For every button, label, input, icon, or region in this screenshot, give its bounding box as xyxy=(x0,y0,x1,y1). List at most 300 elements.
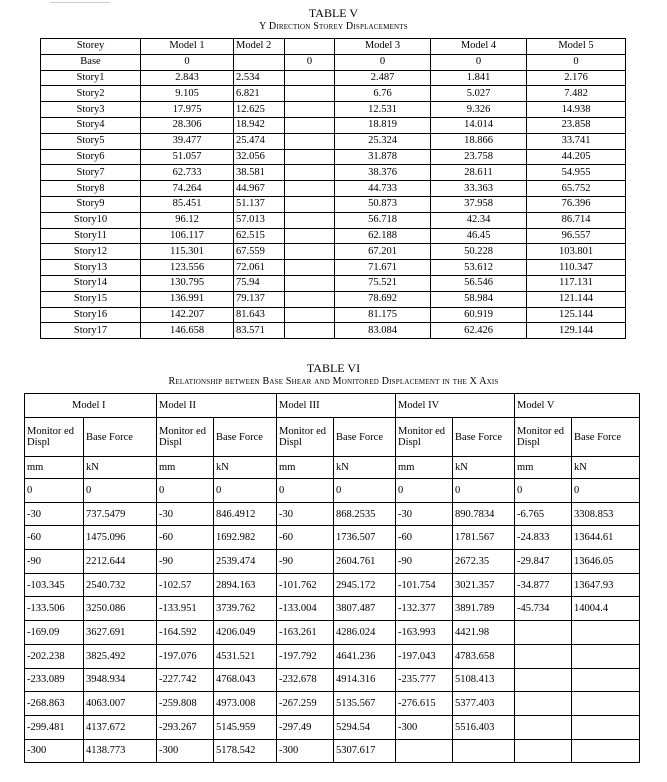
table5-cell: 14.938 xyxy=(527,102,626,118)
table-row xyxy=(25,597,640,621)
table6-unit-displ: mm xyxy=(515,457,572,479)
table5-cell xyxy=(285,196,335,212)
table5-cell: 129.144 xyxy=(527,323,626,339)
table6-cell: 2540.732 xyxy=(84,573,157,597)
table5-cell: 39.477 xyxy=(141,133,234,149)
table5-header-cell: Model 4 xyxy=(431,39,527,55)
table6-cell: -197.792 xyxy=(277,644,334,668)
table6-subtitle: Relationship between Base Shear and Monitored Displacement in the X Axis xyxy=(168,376,499,387)
table-row xyxy=(41,149,626,165)
table6-column-row xyxy=(25,418,640,457)
table6-unit-force: kN xyxy=(334,457,396,479)
table6-cell: 5516.403 xyxy=(453,715,515,739)
table5-cell xyxy=(285,323,335,339)
table6-cell: 2539.474 xyxy=(214,550,277,574)
table5-cell: 62.733 xyxy=(141,165,234,181)
table5-cell: 62.188 xyxy=(335,228,431,244)
table5-header-cell xyxy=(285,39,335,55)
table5-cell: 51.137 xyxy=(234,196,285,212)
table6-cell: -232.678 xyxy=(277,668,334,692)
table6-cell: 4421.98 xyxy=(453,621,515,645)
table6-cell: 13644.61 xyxy=(572,526,640,550)
table-row xyxy=(25,644,640,668)
table6-cell: 5307.617 xyxy=(334,739,396,763)
table6-cell: 4286.024 xyxy=(334,621,396,645)
table6-cell: 1475.096 xyxy=(84,526,157,550)
table5-cell xyxy=(285,181,335,197)
table6-unit-row xyxy=(25,457,640,479)
table6-cell: -30 xyxy=(277,502,334,526)
table6-model-header: Model III xyxy=(277,394,396,418)
table5-cell xyxy=(285,117,335,133)
table6-displ-header: Monitor ed Displ xyxy=(25,418,84,457)
table5-cell: 130.795 xyxy=(141,275,234,291)
table5-cell: 44.733 xyxy=(335,181,431,197)
table6-cell xyxy=(572,668,640,692)
table5-cell: 0 xyxy=(141,54,234,70)
table5-cell: 28.611 xyxy=(431,165,527,181)
table-row xyxy=(41,165,626,181)
table6-cell: 4973.008 xyxy=(214,692,277,716)
table6-cell: 1692.982 xyxy=(214,526,277,550)
table5-cell: 0 xyxy=(431,54,527,70)
table6-cell: -30 xyxy=(157,502,214,526)
table6-model-header: Model IV xyxy=(396,394,515,418)
table-row xyxy=(41,323,626,339)
table-row xyxy=(41,70,626,86)
table6-cell: -60 xyxy=(396,526,453,550)
table6-cell: -34.877 xyxy=(515,573,572,597)
table6-unit-force: kN xyxy=(572,457,640,479)
table5-cell: Story2 xyxy=(41,86,141,102)
table6-cell: 4531.521 xyxy=(214,644,277,668)
table5-cell: Story7 xyxy=(41,165,141,181)
table6-cell: 0 xyxy=(25,479,84,503)
table6-cell: 0 xyxy=(572,479,640,503)
table5-cell xyxy=(285,86,335,102)
table6-cell: -103.345 xyxy=(25,573,84,597)
table5-cell: Story16 xyxy=(41,307,141,323)
table-row xyxy=(41,275,626,291)
table6-cell: 13647.93 xyxy=(572,573,640,597)
table5-cell: 14.014 xyxy=(431,117,527,133)
table5-cell: 2.534 xyxy=(234,70,285,86)
table6-unit-displ: mm xyxy=(157,457,214,479)
table5-cell: 51.057 xyxy=(141,149,234,165)
table5-cell: Story11 xyxy=(41,228,141,244)
table5-cell: Story10 xyxy=(41,212,141,228)
table6-cell: 0 xyxy=(515,479,572,503)
table6-force-header: Base Force xyxy=(214,418,277,457)
table-row xyxy=(41,181,626,197)
table5-cell: 96.557 xyxy=(527,228,626,244)
table6-cell: 890.7834 xyxy=(453,502,515,526)
table6-model-header: Model V xyxy=(515,394,640,418)
table6-cell: 0 xyxy=(157,479,214,503)
table5-subtitle: Y Direction Storey Displacements xyxy=(259,21,408,32)
table6-force-header: Base Force xyxy=(572,418,640,457)
table6-cell: -45.734 xyxy=(515,597,572,621)
table5-cell xyxy=(285,133,335,149)
table-row xyxy=(41,196,626,212)
table6-cell: 3948.934 xyxy=(84,668,157,692)
table6-cell: -293.267 xyxy=(157,715,214,739)
table6-cell: 3825.492 xyxy=(84,644,157,668)
table6-cell: 737.5479 xyxy=(84,502,157,526)
table5-header-row xyxy=(41,39,626,55)
table6-cell: -297.49 xyxy=(277,715,334,739)
table5-cell: 46.45 xyxy=(431,228,527,244)
table-row xyxy=(25,692,640,716)
table5-header-cell: Storey xyxy=(41,39,141,55)
table5-cell: Story15 xyxy=(41,291,141,307)
table6-cell: -30 xyxy=(25,502,84,526)
table5-cell: 79.137 xyxy=(234,291,285,307)
table5-cell: 60.919 xyxy=(431,307,527,323)
table5-cell: 18.819 xyxy=(335,117,431,133)
table6-cell: -60 xyxy=(157,526,214,550)
table-row xyxy=(41,228,626,244)
table5-cell: 74.264 xyxy=(141,181,234,197)
table5-cell: 85.451 xyxy=(141,196,234,212)
table-row xyxy=(41,102,626,118)
table-row xyxy=(41,54,626,70)
table6-cell xyxy=(515,644,572,668)
table6-cell: 4641.236 xyxy=(334,644,396,668)
table6-cell: 4137.672 xyxy=(84,715,157,739)
table5-cell: 32.056 xyxy=(234,149,285,165)
table-row xyxy=(41,133,626,149)
table5-header-cell: Model 5 xyxy=(527,39,626,55)
table6-cell: 2212.644 xyxy=(84,550,157,574)
table6-unit-force: kN xyxy=(84,457,157,479)
table5-cell: 58.984 xyxy=(431,291,527,307)
table6-cell: 0 xyxy=(396,479,453,503)
table6-model-header: Model II xyxy=(157,394,277,418)
table5-cell: Story14 xyxy=(41,275,141,291)
table5-cell: 33.363 xyxy=(431,181,527,197)
table6-unit-displ: mm xyxy=(25,457,84,479)
table5-cell: 136.991 xyxy=(141,291,234,307)
table6-cell: -163.993 xyxy=(396,621,453,645)
table5-cell: 50.228 xyxy=(431,244,527,260)
table6-cell: -235.777 xyxy=(396,668,453,692)
table6-cell xyxy=(515,668,572,692)
table5-cell: 0 xyxy=(285,54,335,70)
table5-cell xyxy=(285,212,335,228)
table6-cell: -90 xyxy=(25,550,84,574)
table-row xyxy=(41,212,626,228)
table6-cell: 5108.413 xyxy=(453,668,515,692)
table6-cell: 2894.163 xyxy=(214,573,277,597)
table5-cell: 115.301 xyxy=(141,244,234,260)
table5-cell xyxy=(234,54,285,70)
table5-cell: 110.347 xyxy=(527,260,626,276)
table6-cell: 0 xyxy=(84,479,157,503)
table5-cell: 71.671 xyxy=(335,260,431,276)
table6-cell: 1736.507 xyxy=(334,526,396,550)
table5-cell: 142.207 xyxy=(141,307,234,323)
table6-cell: 868.2535 xyxy=(334,502,396,526)
table6-cell: 1781.567 xyxy=(453,526,515,550)
table6-cell: -132.377 xyxy=(396,597,453,621)
table6-cell xyxy=(572,644,640,668)
table5-cell: 76.396 xyxy=(527,196,626,212)
table6-cell xyxy=(515,621,572,645)
table5-cell: 81.643 xyxy=(234,307,285,323)
table5-cell: 0 xyxy=(335,54,431,70)
table6-cell: -259.808 xyxy=(157,692,214,716)
table5-header-cell: Model 3 xyxy=(335,39,431,55)
table5-cell: 86.714 xyxy=(527,212,626,228)
table5-cell: 9.326 xyxy=(431,102,527,118)
table6-force-header: Base Force xyxy=(334,418,396,457)
table-row xyxy=(41,86,626,102)
table6-cell: -268.863 xyxy=(25,692,84,716)
table-row xyxy=(41,117,626,133)
table6-cell: 4914.316 xyxy=(334,668,396,692)
table5-cell: 37.958 xyxy=(431,196,527,212)
table5-cell: 2.487 xyxy=(335,70,431,86)
table5-cell: 28.306 xyxy=(141,117,234,133)
table5-cell: 67.559 xyxy=(234,244,285,260)
table6-cell: 13646.05 xyxy=(572,550,640,574)
table5-cell: Story9 xyxy=(41,196,141,212)
table6-cell: -101.754 xyxy=(396,573,453,597)
table6-unit-force: kN xyxy=(214,457,277,479)
table5-cell: 7.482 xyxy=(527,86,626,102)
table6-base-shear-displacement xyxy=(24,393,640,763)
table6-cell: 5377.403 xyxy=(453,692,515,716)
table6-cell: -267.259 xyxy=(277,692,334,716)
table6-cell: -30 xyxy=(396,502,453,526)
table5-cell: 2.176 xyxy=(527,70,626,86)
table5-cell xyxy=(285,149,335,165)
table6-displ-header: Monitor ed Displ xyxy=(277,418,334,457)
table6-cell: 0 xyxy=(453,479,515,503)
table5-cell xyxy=(285,70,335,86)
table5-cell: 42.34 xyxy=(431,212,527,228)
table5-cell: 31.878 xyxy=(335,149,431,165)
table5-cell: 83.084 xyxy=(335,323,431,339)
table5-cell: Base xyxy=(41,54,141,70)
table5-cell: 106.117 xyxy=(141,228,234,244)
table6-cell: 5294.54 xyxy=(334,715,396,739)
table5-cell: Story1 xyxy=(41,70,141,86)
table6-cell: -164.592 xyxy=(157,621,214,645)
table5-cell: 57.013 xyxy=(234,212,285,228)
table6-cell xyxy=(515,739,572,763)
table6-cell: 846.4912 xyxy=(214,502,277,526)
table5-storey-displacements xyxy=(40,38,626,339)
table6-cell: -90 xyxy=(277,550,334,574)
table6-cell: -6.765 xyxy=(515,502,572,526)
table5-cell: 17.975 xyxy=(141,102,234,118)
table5-header-cell: Model 1 xyxy=(141,39,234,55)
table6-cell: -90 xyxy=(157,550,214,574)
table6-force-header: Base Force xyxy=(453,418,515,457)
table6-cell xyxy=(515,715,572,739)
table6-cell: 2604.761 xyxy=(334,550,396,574)
table6-cell: -300 xyxy=(277,739,334,763)
table6-displ-header: Monitor ed Displ xyxy=(157,418,214,457)
table5-cell: 83.571 xyxy=(234,323,285,339)
table-row xyxy=(25,502,640,526)
table6-cell: -197.043 xyxy=(396,644,453,668)
table6-cell: 3807.487 xyxy=(334,597,396,621)
table6-cell: 5178.542 xyxy=(214,739,277,763)
table5-cell xyxy=(285,275,335,291)
table6-displ-header: Monitor ed Displ xyxy=(515,418,572,457)
table5-cell: 23.858 xyxy=(527,117,626,133)
table5-cell: 117.131 xyxy=(527,275,626,291)
table5-cell: 1.841 xyxy=(431,70,527,86)
table6-cell: -300 xyxy=(396,715,453,739)
table5-cell xyxy=(285,260,335,276)
table5-cell: 6.821 xyxy=(234,86,285,102)
table5-cell: Story5 xyxy=(41,133,141,149)
table5-cell: 121.144 xyxy=(527,291,626,307)
table-row xyxy=(25,550,640,574)
table6-cell: -300 xyxy=(25,739,84,763)
table5-cell: 12.625 xyxy=(234,102,285,118)
table5-cell: 123.556 xyxy=(141,260,234,276)
table-row xyxy=(41,260,626,276)
table6-cell: -300 xyxy=(157,739,214,763)
table6-model-header: Model I xyxy=(25,394,157,418)
table5-cell: 96.12 xyxy=(141,212,234,228)
table5-cell: 62.515 xyxy=(234,228,285,244)
table5-cell: 75.94 xyxy=(234,275,285,291)
table6-cell xyxy=(572,692,640,716)
table5-cell: 56.718 xyxy=(335,212,431,228)
table-row xyxy=(25,573,640,597)
table5-cell: 44.967 xyxy=(234,181,285,197)
table6-cell: -133.004 xyxy=(277,597,334,621)
page-top-rule xyxy=(50,0,110,3)
table6-cell xyxy=(572,715,640,739)
table5-cell xyxy=(285,102,335,118)
table6-cell: 4783.658 xyxy=(453,644,515,668)
table6-cell: 3627.691 xyxy=(84,621,157,645)
table-row xyxy=(25,739,640,763)
table6-cell: -101.762 xyxy=(277,573,334,597)
table6-unit-displ: mm xyxy=(396,457,453,479)
table5-cell: Story12 xyxy=(41,244,141,260)
table5-header-cell: Model 2 xyxy=(234,39,285,55)
table5-cell: 5.027 xyxy=(431,86,527,102)
table6-cell: -24.833 xyxy=(515,526,572,550)
table5-cell: 125.144 xyxy=(527,307,626,323)
table6-displ-header: Monitor ed Displ xyxy=(396,418,453,457)
table6-cell: 4138.773 xyxy=(84,739,157,763)
table6-cell: 3739.762 xyxy=(214,597,277,621)
table6-cell: -60 xyxy=(277,526,334,550)
table6-cell xyxy=(453,739,515,763)
table5-cell: 81.175 xyxy=(335,307,431,323)
table5-cell: 38.376 xyxy=(335,165,431,181)
table5-cell: 23.758 xyxy=(431,149,527,165)
table5-cell: Story8 xyxy=(41,181,141,197)
table6-cell: 4063.007 xyxy=(84,692,157,716)
table6-cell xyxy=(396,739,453,763)
table6-model-row xyxy=(25,394,640,418)
table-row xyxy=(25,621,640,645)
table6-title: TABLE VI xyxy=(306,361,361,375)
table5-cell: 2.843 xyxy=(141,70,234,86)
table6-cell: -102.57 xyxy=(157,573,214,597)
table6-cell: -169.09 xyxy=(25,621,84,645)
table5-cell: 33.741 xyxy=(527,133,626,149)
table6-cell: 4768.043 xyxy=(214,668,277,692)
table5-cell: 103.801 xyxy=(527,244,626,260)
table5-cell xyxy=(285,244,335,260)
table6-cell: 5135.567 xyxy=(334,692,396,716)
table5-cell: 25.474 xyxy=(234,133,285,149)
table5-cell: 0 xyxy=(527,54,626,70)
table5-cell: 6.76 xyxy=(335,86,431,102)
table5-cell: 62.426 xyxy=(431,323,527,339)
table5-cell: 56.546 xyxy=(431,275,527,291)
table6-cell: -60 xyxy=(25,526,84,550)
table5-cell: 18.866 xyxy=(431,133,527,149)
table5-cell: 53.612 xyxy=(431,260,527,276)
table6-cell: 2672.35 xyxy=(453,550,515,574)
table5-cell: Story13 xyxy=(41,260,141,276)
table6-cell xyxy=(572,621,640,645)
table5-cell: 18.942 xyxy=(234,117,285,133)
table5-cell xyxy=(285,228,335,244)
table5-cell: 75.521 xyxy=(335,275,431,291)
table6-cell: -276.615 xyxy=(396,692,453,716)
table-row xyxy=(41,244,626,260)
table5-cell: 67.201 xyxy=(335,244,431,260)
table6-cell: 14004.4 xyxy=(572,597,640,621)
table5-cell xyxy=(285,307,335,323)
table6-cell: 4206.049 xyxy=(214,621,277,645)
table5-cell: 38.581 xyxy=(234,165,285,181)
table5-cell: Story3 xyxy=(41,102,141,118)
table-row xyxy=(41,307,626,323)
table5-cell: 44.205 xyxy=(527,149,626,165)
table6-cell: -133.506 xyxy=(25,597,84,621)
table-row xyxy=(25,526,640,550)
table6-cell: -227.742 xyxy=(157,668,214,692)
table6-cell: 2945.172 xyxy=(334,573,396,597)
table5-cell: Story17 xyxy=(41,323,141,339)
table5-cell: 78.692 xyxy=(335,291,431,307)
table6-cell: 3250.086 xyxy=(84,597,157,621)
table5-cell: Story6 xyxy=(41,149,141,165)
table6-cell: -163.261 xyxy=(277,621,334,645)
table5-cell: 146.658 xyxy=(141,323,234,339)
table6-cell: 3891.789 xyxy=(453,597,515,621)
table5-cell: 9.105 xyxy=(141,86,234,102)
table-row xyxy=(41,291,626,307)
table5-cell: 72.061 xyxy=(234,260,285,276)
table5-cell: 12.531 xyxy=(335,102,431,118)
table6-cell: 5145.959 xyxy=(214,715,277,739)
table6-cell: -202.238 xyxy=(25,644,84,668)
table6-cell: -299.481 xyxy=(25,715,84,739)
table-row xyxy=(25,479,640,503)
table6-cell: 3308.853 xyxy=(572,502,640,526)
table5-cell: 50.873 xyxy=(335,196,431,212)
table6-cell: -133.951 xyxy=(157,597,214,621)
table6-cell xyxy=(515,692,572,716)
table6-cell: -29.847 xyxy=(515,550,572,574)
table6-cell: -233.089 xyxy=(25,668,84,692)
